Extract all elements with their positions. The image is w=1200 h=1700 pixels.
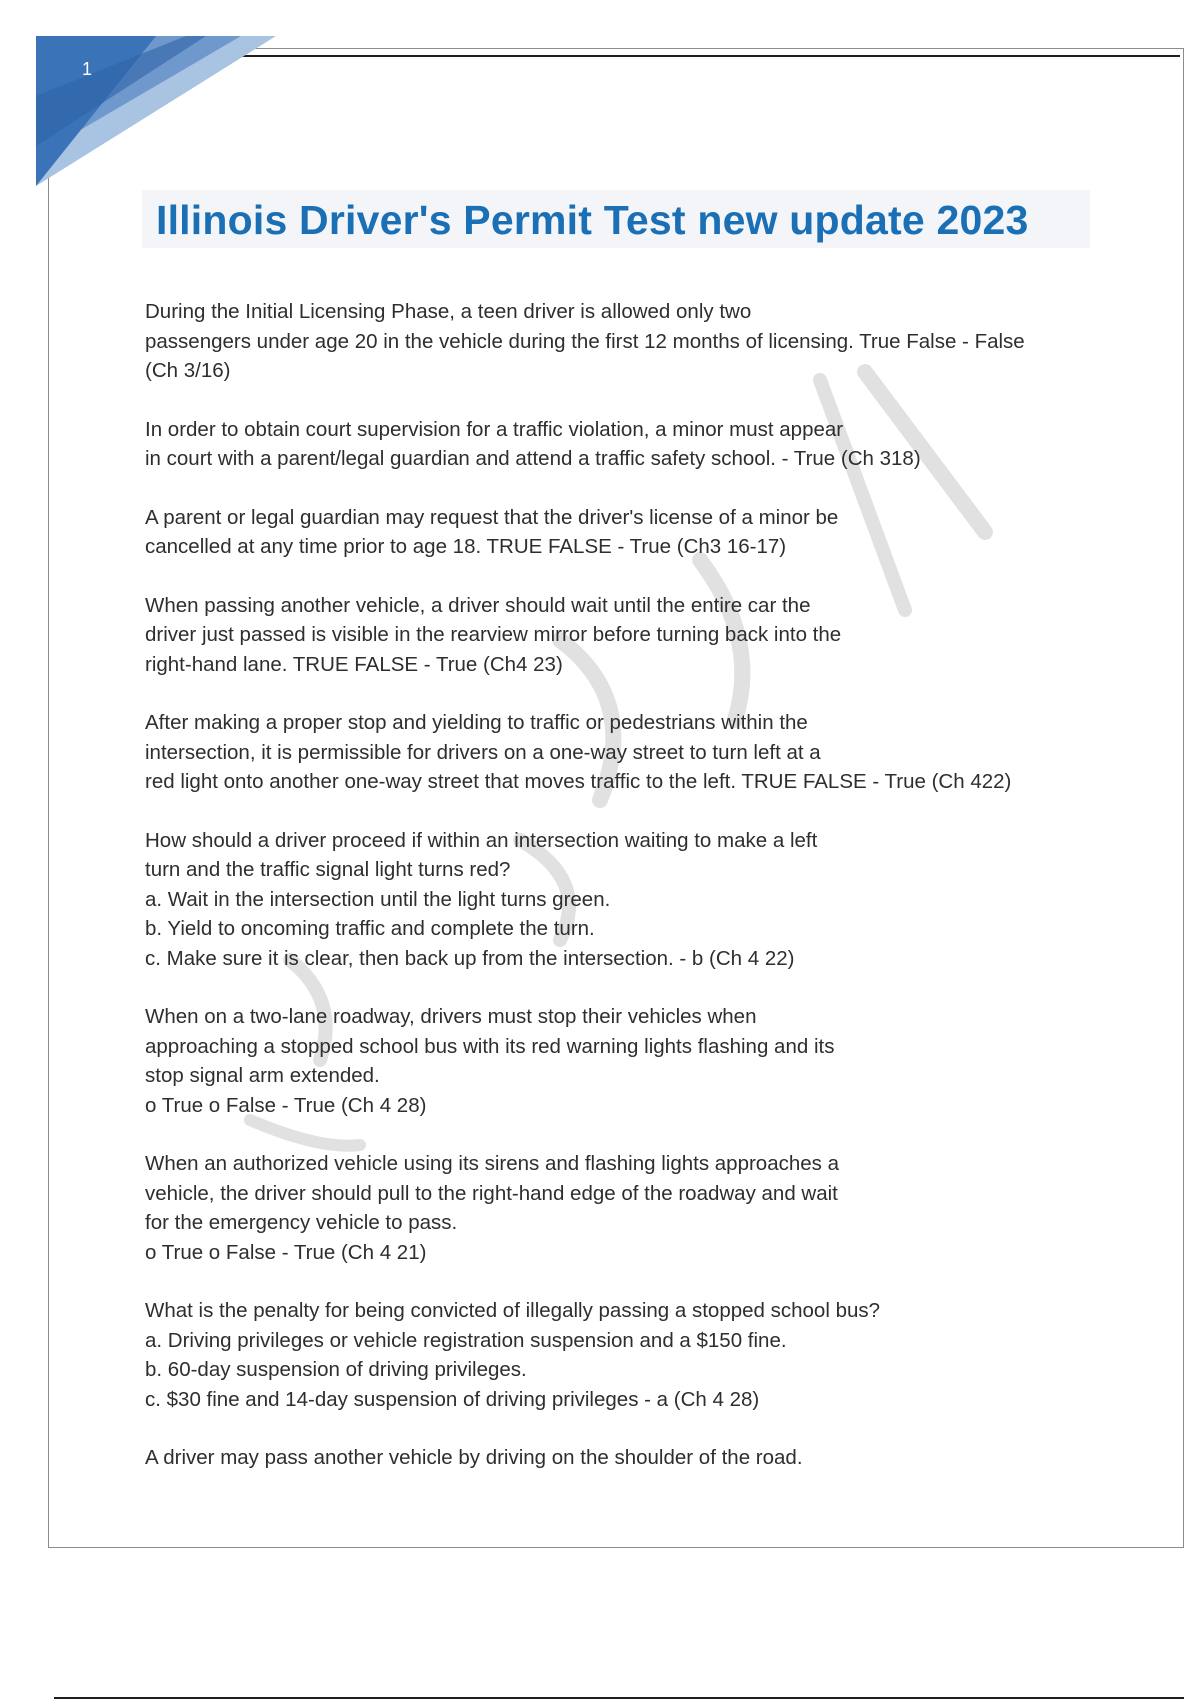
- question-item: [145, 503, 1095, 562]
- question-line: After making a proper stop and yielding to traffic or pedestrians within the: [145, 711, 808, 734]
- question-item: [145, 708, 1095, 797]
- question-line: A driver may pass another vehicle by driving on the shoulder of the road.: [145, 1446, 803, 1469]
- question-line: How should a driver proceed if within an intersection waiting to make a left: [145, 828, 818, 852]
- question-line: During the Initial Licensing Phase, a teen driver is allowed only two: [145, 300, 752, 323]
- answer-option: b. Yield to oncoming traffic and complete the turn.: [145, 917, 595, 940]
- question-line: vehicle, the driver should pull to the right-hand edge of the roadway and wait: [145, 1181, 838, 1205]
- answer-option: o True o False - True (Ch 4 28): [145, 1093, 427, 1117]
- question-list: [145, 297, 1095, 1502]
- question-item: [145, 826, 1095, 974]
- question-line: in court with a parent/legal guardian and attend a traffic safety school. - True (Ch 318): [145, 447, 921, 470]
- question-line: right-hand lane. TRUE FALSE - True (Ch4 23): [145, 652, 563, 676]
- question-line: for the emergency vehicle to pass.: [145, 1211, 458, 1234]
- question-item: [145, 415, 1095, 474]
- answer-option: b. 60-day suspension of driving privileges.: [145, 1358, 527, 1381]
- question-item: [145, 1149, 1095, 1267]
- answer-option: c. $30 fine and 14-day suspension of driving privileges - a (Ch 4 28): [145, 1387, 760, 1411]
- answer-option: o True o False - True (Ch 4 21): [145, 1240, 427, 1264]
- question-line: cancelled at any time prior to age 18. TRUE FALSE - True (Ch3 16-17): [145, 535, 787, 558]
- question-item: [145, 1443, 1095, 1473]
- question-line: When on a two-lane roadway, drivers must stop their vehicles when: [145, 1005, 757, 1028]
- question-line: passengers under age 20 in the vehicle during the first 12 months of licensing. True False - False: [145, 329, 1025, 353]
- question-item: [145, 591, 1095, 680]
- question-line: When an authorized vehicle using its sirens and flashing lights approaches a: [145, 1152, 839, 1175]
- question-line: driver just passed is visible in the rearview mirror before turning back into the: [145, 623, 842, 646]
- question-line: stop signal arm extended.: [145, 1064, 380, 1087]
- question-line: When passing another vehicle, a driver should wait until the entire car the: [145, 593, 811, 617]
- answer-option: a. Wait in the intersection until the light turns green.: [145, 887, 611, 911]
- question-item: [145, 1296, 1095, 1414]
- question-line: red light onto another one-way street that moves traffic to the left. TRUE FALSE - True (Ch 422): [145, 770, 1012, 793]
- question-line: A parent or legal guardian may request that the driver's license of a minor be: [145, 505, 839, 529]
- question-line: In order to obtain court supervision for a traffic violation, a minor must appear: [145, 417, 844, 441]
- question-item: [145, 297, 1095, 386]
- question-line: What is the penalty for being convicted of illegally passing a stopped school bus?: [145, 1299, 881, 1322]
- question-line: turn and the traffic signal light turns red?: [145, 858, 511, 881]
- corner-decoration: [36, 36, 276, 206]
- footer-rule: [54, 1697, 1184, 1699]
- page-title: Illinois Driver's Permit Test new update 2023: [156, 197, 1029, 243]
- answer-option: a. Driving privileges or vehicle registration suspension and a $150 fine.: [145, 1328, 787, 1352]
- answer-option: c. Make sure it is clear, then back up from the intersection. - b (Ch 4 22): [145, 946, 795, 970]
- question-item: [145, 1002, 1095, 1120]
- page-number: 1: [82, 59, 93, 79]
- question-line: approaching a stopped school bus with its red warning lights flashing and its: [145, 1034, 835, 1058]
- question-line: intersection, it is permissible for drivers on a one-way street to turn left at a: [145, 740, 821, 764]
- question-line: (Ch 3/16): [145, 359, 231, 382]
